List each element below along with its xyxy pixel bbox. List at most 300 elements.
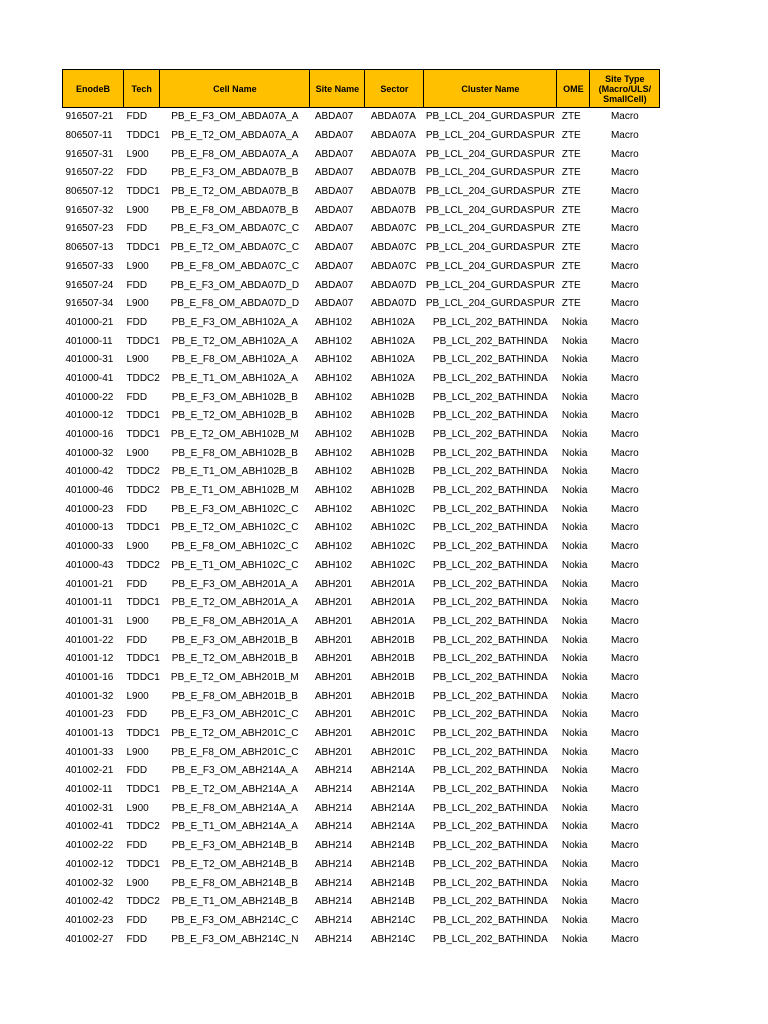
cluster-name-cell[interactable]: PB_LCL_202_BATHINDA — [432, 429, 548, 441]
cell-name-cell[interactable]: PB_E_T1_OM_ABH102A_A — [171, 372, 298, 384]
enodeb-cell[interactable]: 401000-23 — [65, 503, 114, 515]
site-type-cell[interactable]: Macro — [610, 391, 639, 403]
enodeb-cell[interactable]: 401001-31 — [65, 615, 114, 627]
site-type-cell[interactable]: Macro — [610, 485, 639, 497]
enodeb-cell[interactable]: 401001-11 — [65, 597, 113, 609]
tech-cell[interactable]: L900 — [126, 802, 149, 814]
site-name-cell[interactable]: ABH102 — [314, 503, 353, 515]
cluster-name-cell[interactable]: PB_LCL_202_BATHINDA — [432, 933, 548, 945]
site-name-cell[interactable]: ABH214 — [314, 765, 353, 777]
sector-cell[interactable]: ABH201C — [370, 709, 416, 721]
site-type-cell[interactable]: Macro — [610, 372, 639, 384]
tech-cell[interactable]: TDDC1 — [126, 429, 160, 441]
enodeb-cell[interactable]: 916507-21 — [65, 111, 114, 123]
cluster-name-cell[interactable]: PB_LCL_202_BATHINDA — [432, 821, 548, 833]
site-type-cell[interactable]: Macro — [610, 186, 639, 198]
cell-name-cell[interactable]: PB_E_F3_OM_ABDA07C_C — [170, 223, 300, 235]
site-name-cell[interactable]: ABH201 — [314, 634, 353, 646]
enodeb-cell[interactable]: 401000-42 — [65, 466, 114, 478]
site-type-cell[interactable]: Macro — [610, 877, 639, 889]
cell-name-cell[interactable]: PB_E_T2_OM_ABH102B_M — [170, 429, 299, 441]
tech-cell[interactable]: TDDC1 — [126, 728, 160, 740]
cell-name-cell[interactable]: PB_E_F8_OM_ABDA07C_C — [170, 260, 300, 272]
tech-cell[interactable]: L900 — [126, 615, 149, 627]
ome-cell[interactable]: ZTE — [561, 279, 581, 291]
ome-cell[interactable]: Nokia — [561, 316, 588, 328]
site-name-cell[interactable]: ABDA07 — [314, 223, 354, 235]
enodeb-cell[interactable]: 401001-33 — [65, 746, 114, 758]
tech-cell[interactable]: L900 — [126, 260, 149, 272]
enodeb-cell[interactable]: 806507-12 — [65, 186, 114, 198]
tech-cell[interactable]: L900 — [126, 354, 149, 366]
sector-cell[interactable]: ABH102A — [370, 354, 415, 366]
cell-name-cell[interactable]: PB_E_F8_OM_ABDA07A_A — [171, 148, 299, 160]
site-type-cell[interactable]: Macro — [610, 447, 639, 459]
tech-cell[interactable]: L900 — [126, 746, 149, 758]
cell-name-cell[interactable]: PB_E_T2_OM_ABDA07B_B — [171, 186, 299, 198]
site-name-cell[interactable]: ABH102 — [314, 485, 353, 497]
ome-cell[interactable]: Nokia — [561, 765, 588, 777]
site-name-cell[interactable]: ABH214 — [314, 821, 353, 833]
ome-cell[interactable]: Nokia — [561, 410, 588, 422]
cluster-name-cell[interactable]: PB_LCL_202_BATHINDA — [432, 335, 548, 347]
site-type-cell[interactable]: Macro — [610, 111, 639, 123]
tech-cell[interactable]: FDD — [126, 167, 148, 179]
tech-cell[interactable]: FDD — [126, 578, 148, 590]
cluster-name-cell[interactable]: PB_LCL_202_BATHINDA — [432, 690, 548, 702]
site-type-cell[interactable]: Macro — [610, 354, 639, 366]
sector-cell[interactable]: ABH214B — [370, 858, 415, 870]
tech-cell[interactable]: FDD — [126, 709, 148, 721]
site-name-cell[interactable]: ABDA07 — [314, 148, 354, 160]
site-name-cell[interactable]: ABH102 — [314, 559, 353, 571]
site-type-cell[interactable]: Macro — [610, 634, 639, 646]
sector-cell[interactable]: ABDA07C — [370, 242, 417, 254]
sector-cell[interactable]: ABDA07B — [370, 167, 416, 179]
sector-cell[interactable]: ABH102B — [370, 485, 415, 497]
sector-cell[interactable]: ABH214C — [370, 933, 416, 945]
cell-name-cell[interactable]: PB_E_T2_OM_ABH102B_B — [171, 410, 298, 422]
site-name-cell[interactable]: ABDA07 — [314, 279, 354, 291]
site-type-cell[interactable]: Macro — [610, 466, 639, 478]
sector-cell[interactable]: ABH201A — [370, 578, 415, 590]
sector-cell[interactable]: ABDA07A — [370, 148, 416, 160]
cell-name-cell[interactable]: PB_E_T2_OM_ABH201B_B — [171, 653, 298, 665]
site-type-cell[interactable]: Macro — [610, 167, 639, 179]
tech-cell[interactable]: L900 — [126, 204, 149, 216]
site-type-cell[interactable]: Macro — [610, 933, 639, 945]
ome-cell[interactable]: Nokia — [561, 933, 588, 945]
site-name-cell[interactable]: ABDA07 — [314, 167, 354, 179]
cluster-name-cell[interactable]: PB_LCL_202_BATHINDA — [432, 466, 548, 478]
sector-cell[interactable]: ABH214C — [370, 914, 416, 926]
enodeb-cell[interactable]: 916507-34 — [65, 298, 114, 310]
tech-cell[interactable]: FDD — [126, 279, 148, 291]
site-type-cell[interactable]: Macro — [610, 298, 639, 310]
site-name-cell[interactable]: ABH214 — [314, 802, 353, 814]
sector-cell[interactable]: ABH214A — [370, 802, 415, 814]
site-type-cell[interactable]: Macro — [610, 429, 639, 441]
cluster-name-cell[interactable]: PB_LCL_202_BATHINDA — [432, 541, 548, 553]
cluster-name-cell[interactable]: PB_LCL_202_BATHINDA — [432, 372, 548, 384]
tech-cell[interactable]: FDD — [126, 391, 148, 403]
sector-cell[interactable]: ABDA07A — [370, 111, 416, 123]
site-type-cell[interactable]: Macro — [610, 260, 639, 272]
site-type-cell[interactable]: Macro — [610, 223, 639, 235]
enodeb-cell[interactable]: 401002-21 — [65, 765, 114, 777]
site-name-cell[interactable]: ABH214 — [314, 858, 353, 870]
sector-cell[interactable]: ABH201B — [370, 653, 415, 665]
tech-cell[interactable]: TDDC2 — [126, 466, 160, 478]
cell-name-cell[interactable]: PB_E_T2_OM_ABH201C_C — [171, 728, 299, 740]
cell-name-cell[interactable]: PB_E_F8_OM_ABH201C_C — [171, 746, 299, 758]
sector-cell[interactable]: ABDA07A — [370, 130, 416, 142]
site-type-cell[interactable]: Macro — [610, 896, 639, 908]
sector-cell[interactable]: ABH102A — [370, 372, 415, 384]
cluster-name-cell[interactable]: PB_LCL_204_GURDASPUR — [425, 167, 555, 179]
cluster-name-cell[interactable]: PB_LCL_202_BATHINDA — [432, 858, 548, 870]
cluster-name-cell[interactable]: PB_LCL_202_BATHINDA — [432, 410, 548, 422]
enodeb-cell[interactable]: 401002-22 — [65, 840, 114, 852]
ome-cell[interactable]: Nokia — [561, 615, 588, 627]
enodeb-cell[interactable]: 401001-12 — [65, 653, 114, 665]
enodeb-cell[interactable]: 401001-16 — [65, 671, 114, 683]
sector-cell[interactable]: ABH214B — [370, 877, 415, 889]
ome-cell[interactable]: Nokia — [561, 690, 588, 702]
cell-name-cell[interactable]: PB_E_F3_OM_ABH214C_N — [171, 933, 299, 945]
ome-cell[interactable]: Nokia — [561, 821, 588, 833]
site-name-cell[interactable]: ABH214 — [314, 896, 353, 908]
cluster-name-cell[interactable]: PB_LCL_202_BATHINDA — [432, 447, 548, 459]
cell-name-cell[interactable]: PB_E_F3_OM_ABH102C_C — [171, 503, 299, 515]
cell-name-cell[interactable]: PB_E_T2_OM_ABH201B_M — [170, 671, 299, 683]
tech-cell[interactable]: FDD — [126, 634, 148, 646]
site-name-cell[interactable]: ABH102 — [314, 372, 353, 384]
tech-cell[interactable]: FDD — [126, 223, 148, 235]
enodeb-cell[interactable]: 401000-46 — [65, 485, 114, 497]
ome-cell[interactable]: ZTE — [561, 298, 581, 310]
cell-name-cell[interactable]: PB_E_T2_OM_ABH201A_A — [171, 597, 298, 609]
site-name-cell[interactable]: ABH102 — [314, 466, 353, 478]
enodeb-cell[interactable]: 401002-41 — [65, 821, 114, 833]
site-type-cell[interactable]: Macro — [610, 858, 639, 870]
cluster-name-cell[interactable]: PB_LCL_202_BATHINDA — [432, 671, 548, 683]
cluster-name-cell[interactable]: PB_LCL_204_GURDASPUR — [425, 298, 555, 310]
site-name-cell[interactable]: ABDA07 — [314, 204, 354, 216]
site-name-cell[interactable]: ABH201 — [314, 615, 353, 627]
ome-cell[interactable]: Nokia — [561, 429, 588, 441]
site-type-cell[interactable]: Macro — [610, 316, 639, 328]
cell-name-cell[interactable]: PB_E_F3_OM_ABH214A_A — [171, 765, 298, 777]
tech-cell[interactable]: FDD — [126, 111, 148, 123]
site-name-cell[interactable]: ABDA07 — [314, 186, 354, 198]
cluster-name-cell[interactable]: PB_LCL_202_BATHINDA — [432, 728, 548, 740]
cell-name-cell[interactable]: PB_E_T1_OM_ABH102C_C — [171, 559, 299, 571]
ome-cell[interactable]: ZTE — [561, 223, 581, 235]
cluster-name-cell[interactable]: PB_LCL_204_GURDASPUR — [425, 148, 555, 160]
site-type-cell[interactable]: Macro — [610, 671, 639, 683]
cell-name-cell[interactable]: PB_E_F3_OM_ABH201C_C — [171, 709, 299, 721]
cell-name-cell[interactable]: PB_E_F3_OM_ABH102B_B — [171, 391, 298, 403]
site-type-cell[interactable]: Macro — [610, 578, 639, 590]
enodeb-cell[interactable]: 401000-13 — [65, 522, 114, 534]
sector-cell[interactable]: ABH201A — [370, 615, 415, 627]
enodeb-cell[interactable]: 401000-43 — [65, 559, 114, 571]
cluster-name-cell[interactable]: PB_LCL_202_BATHINDA — [432, 765, 548, 777]
cluster-name-cell[interactable]: PB_LCL_204_GURDASPUR — [425, 279, 555, 291]
enodeb-cell[interactable]: 401000-31 — [65, 354, 114, 366]
ome-cell[interactable]: ZTE — [561, 148, 581, 160]
tech-cell[interactable]: L900 — [126, 148, 149, 160]
tech-cell[interactable]: TDDC1 — [126, 410, 160, 422]
header-cluster-name[interactable]: Cluster Name — [424, 70, 557, 108]
sector-cell[interactable]: ABDA07D — [370, 279, 417, 291]
enodeb-cell[interactable]: 401000-32 — [65, 447, 114, 459]
sector-cell[interactable]: ABDA07B — [370, 186, 416, 198]
enodeb-cell[interactable]: 916507-31 — [65, 148, 114, 160]
ome-cell[interactable]: Nokia — [561, 485, 588, 497]
sector-cell[interactable]: ABH201B — [370, 634, 415, 646]
tech-cell[interactable]: TDDC2 — [126, 821, 160, 833]
tech-cell[interactable]: TDDC1 — [126, 784, 160, 796]
tech-cell[interactable]: TDDC1 — [126, 186, 160, 198]
site-type-cell[interactable]: Macro — [610, 503, 639, 515]
ome-cell[interactable]: Nokia — [561, 522, 588, 534]
cluster-name-cell[interactable]: PB_LCL_204_GURDASPUR — [425, 186, 555, 198]
cell-name-cell[interactable]: PB_E_T2_OM_ABDA07A_A — [171, 130, 299, 142]
header-tech[interactable]: Tech — [124, 70, 160, 108]
enodeb-cell[interactable]: 916507-33 — [65, 260, 114, 272]
tech-cell[interactable]: TDDC1 — [126, 242, 160, 254]
ome-cell[interactable]: Nokia — [561, 746, 588, 758]
cell-name-cell[interactable]: PB_E_F8_OM_ABH214A_A — [171, 802, 298, 814]
site-name-cell[interactable]: ABH102 — [314, 391, 353, 403]
tech-cell[interactable]: L900 — [126, 447, 149, 459]
sector-cell[interactable]: ABH102B — [370, 466, 415, 478]
ome-cell[interactable]: Nokia — [561, 578, 588, 590]
enodeb-cell[interactable]: 401000-21 — [65, 316, 114, 328]
enodeb-cell[interactable]: 401000-33 — [65, 541, 114, 553]
cell-name-cell[interactable]: PB_E_T1_OM_ABH214A_A — [171, 821, 298, 833]
site-type-cell[interactable]: Macro — [610, 821, 639, 833]
site-name-cell[interactable]: ABH102 — [314, 410, 353, 422]
enodeb-cell[interactable]: 401000-41 — [65, 372, 114, 384]
tech-cell[interactable]: TDDC2 — [126, 372, 160, 384]
tech-cell[interactable]: TDDC1 — [126, 858, 160, 870]
site-name-cell[interactable]: ABH201 — [314, 709, 353, 721]
cell-name-cell[interactable]: PB_E_F3_OM_ABH214B_B — [171, 840, 298, 852]
enodeb-cell[interactable]: 401001-21 — [65, 578, 114, 590]
site-type-cell[interactable]: Macro — [610, 653, 639, 665]
site-name-cell[interactable]: ABH201 — [314, 746, 353, 758]
cell-name-cell[interactable]: PB_E_F8_OM_ABH201A_A — [171, 615, 298, 627]
sector-cell[interactable]: ABH102B — [370, 447, 415, 459]
enodeb-cell[interactable]: 401001-22 — [65, 634, 114, 646]
tech-cell[interactable]: TDDC2 — [126, 485, 160, 497]
cell-name-cell[interactable]: PB_E_F8_OM_ABH102A_A — [171, 354, 298, 366]
ome-cell[interactable]: Nokia — [561, 503, 588, 515]
ome-cell[interactable]: Nokia — [561, 372, 588, 384]
ome-cell[interactable]: Nokia — [561, 784, 588, 796]
site-type-cell[interactable]: Macro — [610, 784, 639, 796]
tech-cell[interactable]: L900 — [126, 541, 149, 553]
tech-cell[interactable]: TDDC1 — [126, 335, 160, 347]
cluster-name-cell[interactable]: PB_LCL_202_BATHINDA — [432, 746, 548, 758]
header-ome[interactable]: OME — [557, 70, 590, 108]
cell-name-cell[interactable]: PB_E_F3_OM_ABH214C_C — [171, 914, 299, 926]
cell-name-cell[interactable]: PB_E_T1_OM_ABH102B_M — [170, 485, 299, 497]
cluster-name-cell[interactable]: PB_LCL_202_BATHINDA — [432, 615, 548, 627]
site-name-cell[interactable]: ABH102 — [314, 316, 353, 328]
site-name-cell[interactable]: ABDA07 — [314, 260, 354, 272]
sector-cell[interactable]: ABDA07D — [370, 298, 417, 310]
sector-cell[interactable]: ABH102C — [370, 559, 416, 571]
cluster-name-cell[interactable]: PB_LCL_202_BATHINDA — [432, 559, 548, 571]
site-name-cell[interactable]: ABH102 — [314, 522, 353, 534]
cell-name-cell[interactable]: PB_E_F8_OM_ABH102B_B — [171, 447, 298, 459]
cell-name-cell[interactable]: PB_E_F8_OM_ABDA07B_B — [171, 204, 299, 216]
site-type-cell[interactable]: Macro — [610, 410, 639, 422]
site-type-cell[interactable]: Macro — [610, 541, 639, 553]
header-sector[interactable]: Sector — [365, 70, 424, 108]
site-type-cell[interactable]: Macro — [610, 728, 639, 740]
site-type-cell[interactable]: Macro — [610, 597, 639, 609]
ome-cell[interactable]: Nokia — [561, 559, 588, 571]
cluster-name-cell[interactable]: PB_LCL_202_BATHINDA — [432, 522, 548, 534]
ome-cell[interactable]: Nokia — [561, 354, 588, 366]
tech-cell[interactable]: L900 — [126, 298, 149, 310]
site-type-cell[interactable]: Macro — [610, 765, 639, 777]
site-type-cell[interactable]: Macro — [610, 204, 639, 216]
tech-cell[interactable]: TDDC1 — [126, 597, 160, 609]
sector-cell[interactable]: ABH214B — [370, 896, 415, 908]
cluster-name-cell[interactable]: PB_LCL_204_GURDASPUR — [425, 260, 555, 272]
tech-cell[interactable]: L900 — [126, 877, 149, 889]
site-name-cell[interactable]: ABH201 — [314, 690, 353, 702]
site-name-cell[interactable]: ABH102 — [314, 354, 353, 366]
ome-cell[interactable]: Nokia — [561, 840, 588, 852]
cluster-name-cell[interactable]: PB_LCL_202_BATHINDA — [432, 877, 548, 889]
ome-cell[interactable]: Nokia — [561, 877, 588, 889]
ome-cell[interactable]: Nokia — [561, 597, 588, 609]
sector-cell[interactable]: ABH102B — [370, 391, 415, 403]
enodeb-cell[interactable]: 401002-12 — [65, 858, 114, 870]
enodeb-cell[interactable]: 401002-23 — [65, 914, 114, 926]
cluster-name-cell[interactable]: PB_LCL_204_GURDASPUR — [425, 111, 555, 123]
tech-cell[interactable]: TDDC1 — [126, 671, 160, 683]
enodeb-cell[interactable]: 401002-11 — [65, 784, 113, 796]
site-type-cell[interactable]: Macro — [610, 242, 639, 254]
cluster-name-cell[interactable]: PB_LCL_204_GURDASPUR — [425, 242, 555, 254]
ome-cell[interactable]: Nokia — [561, 802, 588, 814]
enodeb-cell[interactable]: 916507-32 — [65, 204, 114, 216]
site-name-cell[interactable]: ABDA07 — [314, 111, 354, 123]
sector-cell[interactable]: ABH201C — [370, 746, 416, 758]
cell-name-cell[interactable]: PB_E_F3_OM_ABDA07B_B — [171, 167, 299, 179]
ome-cell[interactable]: Nokia — [561, 671, 588, 683]
site-type-cell[interactable]: Macro — [610, 559, 639, 571]
cell-name-cell[interactable]: PB_E_T1_OM_ABH102B_B — [171, 466, 298, 478]
site-name-cell[interactable]: ABDA07 — [314, 298, 354, 310]
cluster-name-cell[interactable]: PB_LCL_202_BATHINDA — [432, 784, 548, 796]
cell-name-cell[interactable]: PB_E_F3_OM_ABH201B_B — [171, 634, 298, 646]
sector-cell[interactable]: ABH102C — [370, 522, 416, 534]
sector-cell[interactable]: ABH102B — [370, 429, 415, 441]
sector-cell[interactable]: ABH201B — [370, 671, 415, 683]
ome-cell[interactable]: ZTE — [561, 186, 581, 198]
cluster-name-cell[interactable]: PB_LCL_202_BATHINDA — [432, 840, 548, 852]
sector-cell[interactable]: ABH201B — [370, 690, 415, 702]
sector-cell[interactable]: ABH201C — [370, 728, 416, 740]
site-name-cell[interactable]: ABH214 — [314, 933, 353, 945]
site-name-cell[interactable]: ABH214 — [314, 784, 353, 796]
cluster-name-cell[interactable]: PB_LCL_204_GURDASPUR — [425, 204, 555, 216]
cell-name-cell[interactable]: PB_E_T1_OM_ABH214B_B — [171, 896, 298, 908]
cluster-name-cell[interactable]: PB_LCL_202_BATHINDA — [432, 503, 548, 515]
site-name-cell[interactable]: ABH214 — [314, 914, 353, 926]
site-type-cell[interactable]: Macro — [610, 840, 639, 852]
cell-name-cell[interactable]: PB_E_T2_OM_ABH102A_A — [171, 335, 298, 347]
cluster-name-cell[interactable]: PB_LCL_202_BATHINDA — [432, 634, 548, 646]
enodeb-cell[interactable]: 916507-24 — [65, 279, 114, 291]
tech-cell[interactable]: TDDC1 — [126, 522, 160, 534]
cell-name-cell[interactable]: PB_E_F3_OM_ABH102A_A — [171, 316, 298, 328]
enodeb-cell[interactable]: 806507-11 — [65, 130, 113, 142]
cluster-name-cell[interactable]: PB_LCL_202_BATHINDA — [432, 709, 548, 721]
site-name-cell[interactable]: ABH102 — [314, 541, 353, 553]
tech-cell[interactable]: FDD — [126, 840, 148, 852]
sector-cell[interactable]: ABH201A — [370, 597, 415, 609]
site-name-cell[interactable]: ABH201 — [314, 671, 353, 683]
site-type-cell[interactable]: Macro — [610, 335, 639, 347]
cluster-name-cell[interactable]: PB_LCL_202_BATHINDA — [432, 896, 548, 908]
cell-name-cell[interactable]: PB_E_F3_OM_ABDA07A_A — [171, 111, 299, 123]
site-name-cell[interactable]: ABH201 — [314, 597, 353, 609]
sector-cell[interactable]: ABH102C — [370, 541, 416, 553]
tech-cell[interactable]: FDD — [126, 503, 148, 515]
site-name-cell[interactable]: ABH102 — [314, 335, 353, 347]
ome-cell[interactable]: Nokia — [561, 896, 588, 908]
ome-cell[interactable]: ZTE — [561, 242, 581, 254]
site-name-cell[interactable]: ABH201 — [314, 728, 353, 740]
header-site-type[interactable]: Site Type (Macro/ULS/ SmallCell) — [590, 70, 660, 108]
sector-cell[interactable]: ABH102C — [370, 503, 416, 515]
enodeb-cell[interactable]: 401002-32 — [65, 877, 114, 889]
sector-cell[interactable]: ABH214A — [370, 821, 415, 833]
site-type-cell[interactable]: Macro — [610, 690, 639, 702]
sector-cell[interactable]: ABDA07C — [370, 260, 417, 272]
cluster-name-cell[interactable]: PB_LCL_204_GURDASPUR — [425, 223, 555, 235]
cell-name-cell[interactable]: PB_E_T2_OM_ABDA07C_C — [170, 242, 300, 254]
site-type-cell[interactable]: Macro — [610, 746, 639, 758]
ome-cell[interactable]: Nokia — [561, 634, 588, 646]
sector-cell[interactable]: ABH214A — [370, 784, 415, 796]
ome-cell[interactable]: Nokia — [561, 541, 588, 553]
cell-name-cell[interactable]: PB_E_F8_OM_ABH214B_B — [171, 877, 298, 889]
site-type-cell[interactable]: Macro — [610, 709, 639, 721]
sector-cell[interactable]: ABH102A — [370, 335, 415, 347]
tech-cell[interactable]: FDD — [126, 914, 148, 926]
enodeb-cell[interactable]: 916507-22 — [65, 167, 114, 179]
cell-name-cell[interactable]: PB_E_F3_OM_ABH201A_A — [171, 578, 298, 590]
site-type-cell[interactable]: Macro — [610, 522, 639, 534]
cell-name-cell[interactable]: PB_E_T2_OM_ABH102C_C — [171, 522, 299, 534]
tech-cell[interactable]: FDD — [126, 933, 148, 945]
cluster-name-cell[interactable]: PB_LCL_202_BATHINDA — [432, 391, 548, 403]
ome-cell[interactable]: Nokia — [561, 914, 588, 926]
sector-cell[interactable]: ABH102B — [370, 410, 415, 422]
cell-name-cell[interactable]: PB_E_F3_OM_ABDA07D_D — [170, 279, 300, 291]
